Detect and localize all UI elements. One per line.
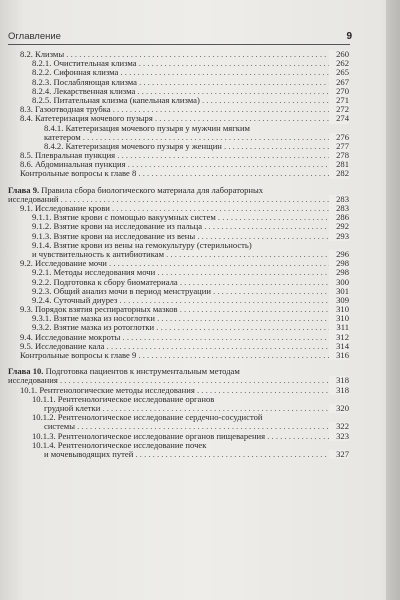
toc-entry-title xyxy=(8,333,329,342)
toc-entry-title xyxy=(8,413,329,422)
toc-entry-title xyxy=(8,376,329,385)
toc-entry-text: 9.4. Исследование мокроты xyxy=(20,332,121,342)
toc-entry[interactable] xyxy=(8,133,349,142)
toc-chapter-entry[interactable] xyxy=(8,195,349,204)
section-gap xyxy=(8,360,349,367)
toc-page-number: 262 xyxy=(329,59,349,68)
toc-entry-title xyxy=(8,133,329,142)
chapter-label: Глава 10. xyxy=(8,367,44,377)
toc-page-number: 277 xyxy=(329,142,349,151)
toc-entry[interactable] xyxy=(8,395,349,404)
toc-entry-text: Подготовка пациентов к инструментальным методам xyxy=(43,367,240,377)
toc-page-number: 318 xyxy=(329,376,349,385)
toc-entry-title xyxy=(8,232,329,241)
toc-page-number: 312 xyxy=(329,333,349,342)
toc-entry-title xyxy=(8,367,329,376)
toc-entry-title xyxy=(8,96,329,105)
toc-page-number: 271 xyxy=(329,96,349,105)
toc-entry-title xyxy=(8,160,329,169)
toc-page-number: 281 xyxy=(329,160,349,169)
toc-page-number: 282 xyxy=(329,169,349,178)
toc-entry[interactable] xyxy=(8,432,349,441)
toc-entry-text: 10.1.3. Рентгенологическое исследование органов пищеварения xyxy=(32,431,266,441)
toc-entry-text: 9.3. Порядок взятия респираторных мазков xyxy=(20,305,178,315)
toc-entry-text: катетером xyxy=(44,132,81,142)
toc-entry-text: 9.2.2. Подготовка к сбору биоматериала xyxy=(32,277,178,287)
toc-page-number: 265 xyxy=(329,68,349,77)
toc-page-number: 286 xyxy=(329,213,349,222)
toc-page-number: 327 xyxy=(329,450,349,459)
toc-entry-text: 9.1.2. Взятие крови на исследование из пальца xyxy=(32,222,203,232)
toc-entry-title xyxy=(8,259,329,268)
toc-entry-title xyxy=(8,105,329,114)
toc-entry[interactable] xyxy=(8,386,349,395)
toc-entry-text: 9.3.1. Взятие мазка из носоглотки xyxy=(32,314,155,324)
toc-page-number: 323 xyxy=(329,432,349,441)
toc-entry[interactable] xyxy=(8,323,349,332)
toc-entry[interactable] xyxy=(8,241,349,250)
toc-page-number: 298 xyxy=(329,268,349,277)
toc-entry-title xyxy=(8,386,329,395)
toc-entry[interactable] xyxy=(8,124,349,133)
toc-page-number: 283 xyxy=(329,204,349,213)
toc-entry[interactable] xyxy=(8,222,349,231)
toc-entry[interactable] xyxy=(8,160,349,169)
toc-entry-title xyxy=(8,250,329,259)
toc-entry-text: исследования xyxy=(8,376,58,386)
toc-entry-text: 9.1. Исследование крови xyxy=(20,204,110,213)
toc-entry-title xyxy=(8,68,329,77)
toc-entry-text: 9.3.2. Взятие мазка из ротоглотки xyxy=(32,323,155,333)
toc-entry-text: 9.5. Исследование кала xyxy=(20,341,105,351)
toc-entry-text: 8.6. Абдоминальная пункция xyxy=(20,160,126,170)
toc-entry-title xyxy=(8,404,329,413)
toc-entry[interactable] xyxy=(8,169,349,178)
page-edge xyxy=(386,0,400,600)
toc-page-number: 298 xyxy=(329,259,349,268)
toc-page-number: 310 xyxy=(329,305,349,314)
toc-entry-text: 9.2.4. Суточный диурез xyxy=(32,295,118,305)
toc-entry-text: системы xyxy=(44,422,76,432)
header-title: Оглавление xyxy=(8,31,61,42)
toc-entry-text: 8.5. Плевральная пункция xyxy=(20,151,116,161)
toc-entry[interactable] xyxy=(8,142,349,151)
toc-page-number: 293 xyxy=(329,232,349,241)
toc-entry[interactable] xyxy=(8,287,349,296)
toc-entry-text: 8.2.2. Сифонная клизма xyxy=(32,68,119,78)
toc-entry[interactable] xyxy=(8,204,349,213)
toc-page-number: 276 xyxy=(329,133,349,142)
toc-entry[interactable] xyxy=(8,114,349,123)
toc-entry-text: 9.1.3. Взятие крови на исследование из вены xyxy=(32,231,196,241)
toc-entry-text: 10.1.1. Рентгенологическое исследование органов xyxy=(32,394,215,404)
toc-entry-title xyxy=(8,314,329,323)
toc-entry-title xyxy=(8,323,329,332)
toc-entry-title xyxy=(8,59,329,68)
toc-page-number: 283 xyxy=(329,195,349,204)
toc-entry-title xyxy=(8,204,329,213)
toc-entry-title xyxy=(8,169,329,178)
section-gap xyxy=(8,179,349,186)
toc-page-number: 316 xyxy=(329,351,349,360)
toc-entry-title xyxy=(8,278,329,287)
toc-entry[interactable] xyxy=(8,87,349,96)
toc-entry[interactable] xyxy=(8,333,349,342)
toc-entry-title xyxy=(8,296,329,305)
toc-entry-title xyxy=(8,142,329,151)
toc-entry-text: 8.2.4. Лекарственная клизма xyxy=(32,86,136,96)
toc-entry[interactable] xyxy=(8,151,349,160)
toc-page-number: 278 xyxy=(329,151,349,160)
toc-entry[interactable] xyxy=(8,59,349,68)
toc-entry-title xyxy=(8,241,329,250)
toc-entry[interactable] xyxy=(8,50,349,59)
toc-entry-title xyxy=(8,287,329,296)
toc-entry[interactable] xyxy=(8,296,349,305)
toc-entry[interactable] xyxy=(8,278,349,287)
toc-entry-title xyxy=(8,222,329,231)
toc-page-number: 322 xyxy=(329,422,349,431)
toc-entry-text: 10.1.4. Рентгенологическое исследование почек xyxy=(32,440,207,450)
toc-entry[interactable] xyxy=(8,232,349,241)
toc-entry-text: 8.4. Катетеризация мочевого пузыря xyxy=(20,114,153,124)
toc-entry-title xyxy=(8,124,329,133)
toc-entry-text: исследований xyxy=(8,194,59,204)
toc-entry-text: 10.1.2. Рентгенологическое исследование сердечно-сосудистой xyxy=(32,413,263,423)
toc-entry-title xyxy=(8,305,329,314)
toc-entry-text: грудной клетки xyxy=(44,403,101,413)
toc-entry[interactable] xyxy=(8,314,349,323)
toc-entry-title xyxy=(8,422,329,431)
toc-entry-text: 8.3. Газоотводная трубка xyxy=(20,105,111,115)
toc-page-number: 267 xyxy=(329,78,349,87)
toc-page-number: 270 xyxy=(329,87,349,96)
toc-entry-text: 9.2.1. Методы исследования мочи xyxy=(32,268,156,278)
toc-page-number: 260 xyxy=(329,50,349,59)
toc-entry-title xyxy=(8,351,329,360)
toc-page-number: 320 xyxy=(329,404,349,413)
toc-entry-title xyxy=(8,342,329,351)
running-header xyxy=(8,28,350,45)
toc-entry-title xyxy=(8,213,329,222)
toc-entry[interactable] xyxy=(8,268,349,277)
toc-page-number: 274 xyxy=(329,114,349,123)
toc-entry-title xyxy=(8,186,329,195)
toc-entry[interactable] xyxy=(8,96,349,105)
table-of-contents xyxy=(8,50,349,459)
toc-entry-title xyxy=(8,50,329,59)
toc-entry-text: 8.2.5. Питательная клизма (капельная клизма) xyxy=(32,95,200,105)
toc-entry-title xyxy=(8,87,329,96)
toc-entry-title xyxy=(8,450,329,459)
toc-page-number: 272 xyxy=(329,105,349,114)
toc-entry-text: и чувствительность к антибиотикам xyxy=(32,249,165,259)
toc-entry-text: 8.2.3. Послабляющая клизма xyxy=(32,77,138,87)
toc-entry[interactable] xyxy=(8,404,349,413)
toc-entry[interactable] xyxy=(8,259,349,268)
toc-entry-title xyxy=(8,78,329,87)
toc-entry-title xyxy=(8,195,329,204)
toc-chapter-entry[interactable] xyxy=(8,186,349,195)
toc-entry-text: 9.2. Исследование мочи xyxy=(20,259,107,269)
toc-entry-title xyxy=(8,441,329,450)
toc-entry-title xyxy=(8,395,329,404)
toc-entry-text: Контрольные вопросы к главе 8 xyxy=(20,169,137,179)
toc-page-number: 300 xyxy=(329,278,349,287)
toc-page-number: 309 xyxy=(329,296,349,305)
toc-entry-text: 8.2.1. Очистительная клизма xyxy=(32,59,137,69)
toc-entry-text: 9.2.3. Общий анализ мочи в период менструации xyxy=(32,286,211,296)
toc-entry[interactable] xyxy=(8,250,349,259)
toc-entry[interactable] xyxy=(8,441,349,450)
header-page-number: 9 xyxy=(346,31,352,42)
toc-entry-title xyxy=(8,432,329,441)
toc-entry-text: Контрольные вопросы к главе 9 xyxy=(20,351,137,360)
toc-entry-text: 8.4.2. Катетеризация мочевого пузыря у женщин xyxy=(44,141,222,151)
toc-entry[interactable] xyxy=(8,305,349,314)
toc-chapter-entry[interactable] xyxy=(8,367,349,376)
toc-entry-text: 8.4.1. Катетеризация мочевого пузыря у мужчин мягким xyxy=(44,123,250,133)
toc-entry-text: 8.2. Клизмы xyxy=(20,50,65,59)
toc-entry[interactable] xyxy=(8,413,349,422)
toc-page-number: 318 xyxy=(329,386,349,395)
toc-entry[interactable] xyxy=(8,422,349,431)
toc-entry-title xyxy=(8,268,329,277)
toc-page-number: 310 xyxy=(329,314,349,323)
toc-entry[interactable] xyxy=(8,78,349,87)
toc-page-number: 292 xyxy=(329,222,349,231)
toc-entry[interactable] xyxy=(8,213,349,222)
toc-page-number: 311 xyxy=(329,323,349,332)
toc-entry-text: 9.1.4. Взятие крови из вены на гемокультуру (стерильность) xyxy=(32,240,252,250)
toc-entry-text: 10.1. Рентгенологические методы исследования xyxy=(20,385,195,395)
toc-page-number: 301 xyxy=(329,287,349,296)
toc-entry-text: 9.1.1. Взятие крови с помощью вакуумных систем xyxy=(32,213,216,223)
chapter-label: Глава 9. xyxy=(8,185,40,195)
toc-chapter-entry[interactable] xyxy=(8,376,349,385)
toc-entry[interactable] xyxy=(8,450,349,459)
toc-page-number: 314 xyxy=(329,342,349,351)
toc-entry[interactable] xyxy=(8,105,349,114)
toc-page-number: 296 xyxy=(329,250,349,259)
toc-entry[interactable] xyxy=(8,351,349,360)
toc-entry-title xyxy=(8,114,329,123)
toc-entry[interactable] xyxy=(8,68,349,77)
toc-entry[interactable] xyxy=(8,342,349,351)
toc-entry-title xyxy=(8,151,329,160)
toc-entry-text: Правила сбора биологического материала для лабораторных xyxy=(39,185,264,195)
toc-entry-text: и мочевыводящих путей xyxy=(44,449,134,459)
